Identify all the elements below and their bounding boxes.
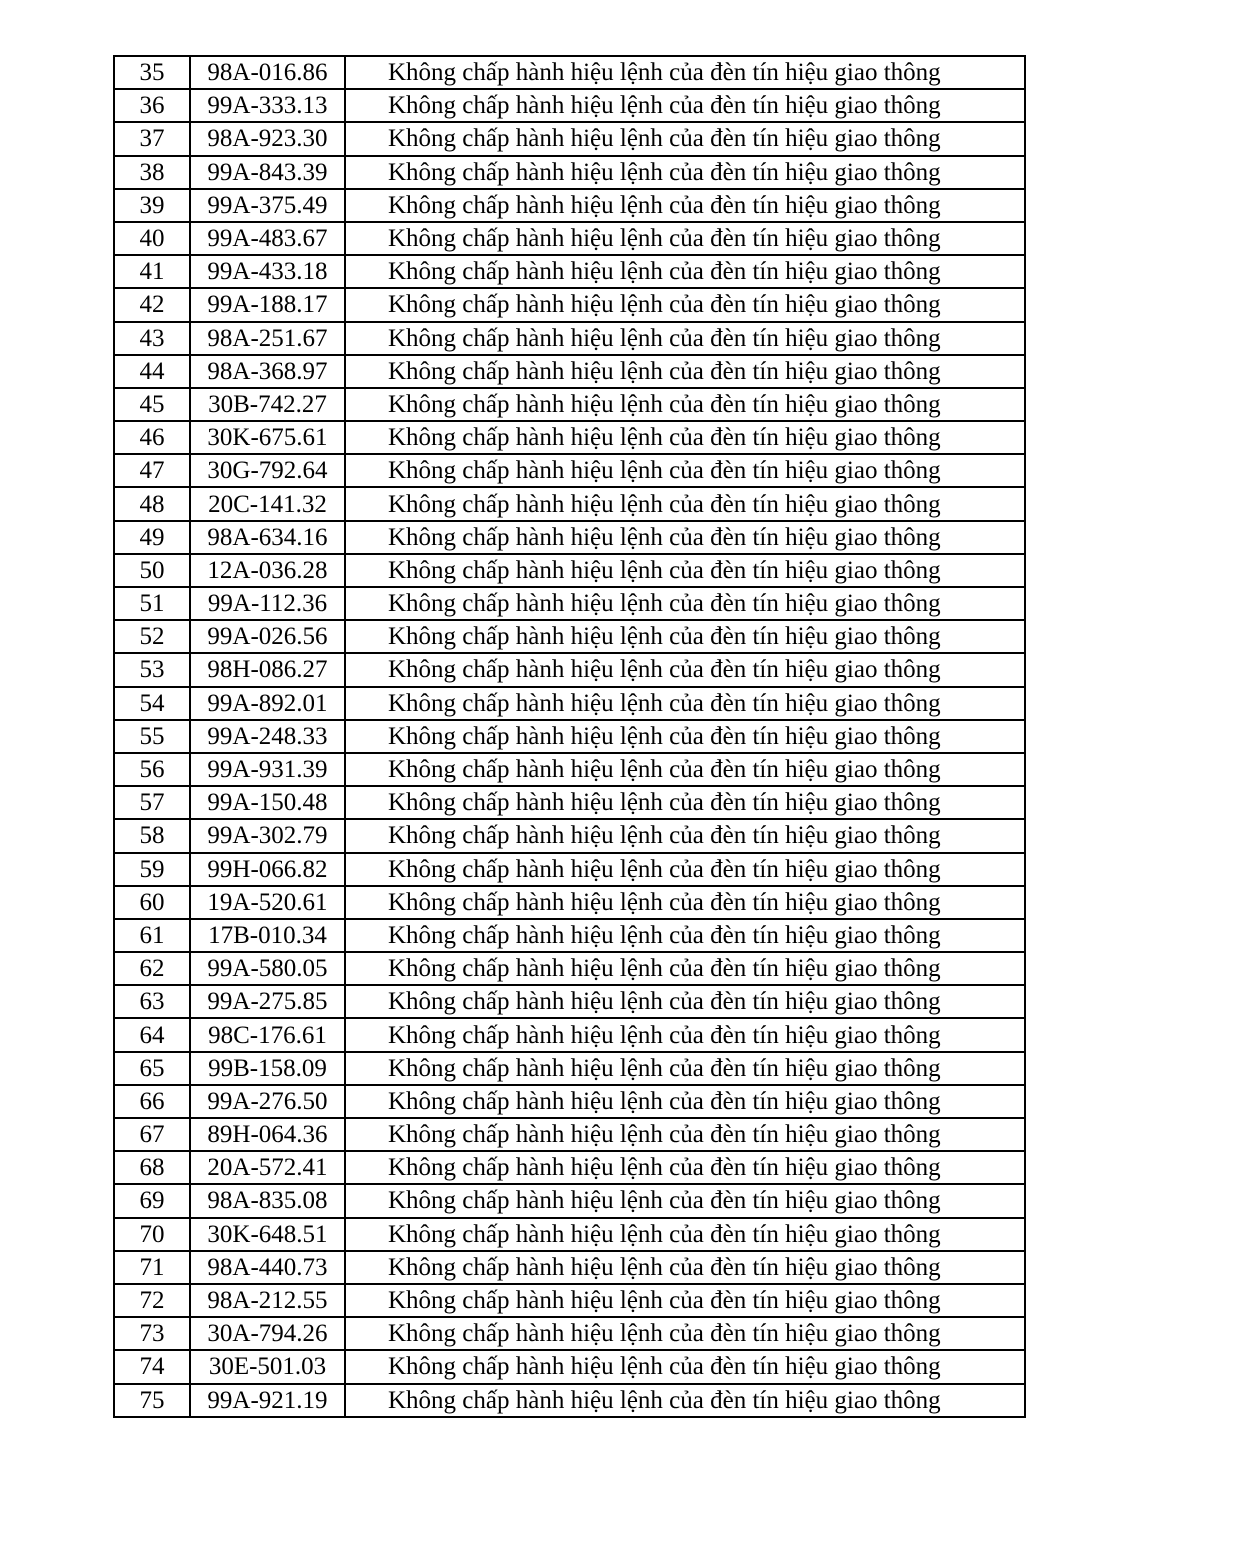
- violations-table: [113, 55, 1026, 1418]
- table-row: [114, 122, 1025, 155]
- table-row: [114, 1018, 1025, 1051]
- table-row: [114, 1151, 1025, 1184]
- violation-description-cell: Không chấp hành hiệu lệnh của đèn tín hiệu giao thông: [345, 919, 1025, 952]
- row-number-cell: 51: [114, 587, 190, 620]
- violation-description-cell: Không chấp hành hiệu lệnh của đèn tín hiệu giao thông: [345, 288, 1025, 321]
- license-plate-cell: 30G-792.64: [190, 454, 345, 487]
- license-plate-cell: 20C-141.32: [190, 487, 345, 520]
- license-plate-cell: 30A-794.26: [190, 1317, 345, 1350]
- table-row: [114, 355, 1025, 388]
- violation-description-cell: Không chấp hành hiệu lệnh của đèn tín hiệu giao thông: [345, 56, 1025, 89]
- row-number-cell: 55: [114, 720, 190, 753]
- table-row: [114, 156, 1025, 189]
- violation-description-cell: Không chấp hành hiệu lệnh của đèn tín hiệu giao thông: [345, 487, 1025, 520]
- violation-description-cell: Không chấp hành hiệu lệnh của đèn tín hiệu giao thông: [345, 1317, 1025, 1350]
- violation-description-cell: Không chấp hành hiệu lệnh của đèn tín hiệu giao thông: [345, 122, 1025, 155]
- row-number-cell: 62: [114, 952, 190, 985]
- row-number-cell: 43: [114, 322, 190, 355]
- license-plate-cell: 98A-016.86: [190, 56, 345, 89]
- row-number-cell: 52: [114, 620, 190, 653]
- violation-description-cell: Không chấp hành hiệu lệnh của đèn tín hiệu giao thông: [345, 886, 1025, 919]
- table-row: [114, 985, 1025, 1018]
- violation-description-cell: Không chấp hành hiệu lệnh của đèn tín hiệu giao thông: [345, 322, 1025, 355]
- license-plate-cell: 89H-064.36: [190, 1118, 345, 1151]
- row-number-cell: 48: [114, 487, 190, 520]
- license-plate-cell: 99A-026.56: [190, 620, 345, 653]
- violation-description-cell: Không chấp hành hiệu lệnh của đèn tín hiệu giao thông: [345, 687, 1025, 720]
- table-row: [114, 222, 1025, 255]
- license-plate-cell: 99A-275.85: [190, 985, 345, 1018]
- license-plate-cell: 98A-368.97: [190, 355, 345, 388]
- row-number-cell: 50: [114, 554, 190, 587]
- table-row: [114, 819, 1025, 852]
- license-plate-cell: 99A-188.17: [190, 288, 345, 321]
- row-number-cell: 41: [114, 255, 190, 288]
- violation-description-cell: Không chấp hành hiệu lệnh của đèn tín hiệu giao thông: [345, 255, 1025, 288]
- table-row: [114, 620, 1025, 653]
- table-row: [114, 421, 1025, 454]
- violation-description-cell: Không chấp hành hiệu lệnh của đèn tín hiệu giao thông: [345, 521, 1025, 554]
- license-plate-cell: 99A-580.05: [190, 952, 345, 985]
- license-plate-cell: 99A-112.36: [190, 587, 345, 620]
- table-row: [114, 1218, 1025, 1251]
- table-row: [114, 952, 1025, 985]
- table-body: [114, 56, 1025, 1417]
- table-row: [114, 886, 1025, 919]
- violation-description-cell: Không chấp hành hiệu lệnh của đèn tín hiệu giao thông: [345, 1218, 1025, 1251]
- row-number-cell: 42: [114, 288, 190, 321]
- violation-description-cell: Không chấp hành hiệu lệnh của đèn tín hiệu giao thông: [345, 753, 1025, 786]
- table-row: [114, 1350, 1025, 1383]
- row-number-cell: 44: [114, 355, 190, 388]
- table-row: [114, 1384, 1025, 1417]
- table-row: [114, 487, 1025, 520]
- license-plate-cell: 99A-921.19: [190, 1384, 345, 1417]
- table-row: [114, 587, 1025, 620]
- violation-description-cell: Không chấp hành hiệu lệnh của đèn tín hiệu giao thông: [345, 853, 1025, 886]
- row-number-cell: 68: [114, 1151, 190, 1184]
- license-plate-cell: 12A-036.28: [190, 554, 345, 587]
- violation-description-cell: Không chấp hành hiệu lệnh của đèn tín hiệu giao thông: [345, 620, 1025, 653]
- row-number-cell: 70: [114, 1218, 190, 1251]
- row-number-cell: 47: [114, 454, 190, 487]
- row-number-cell: 39: [114, 189, 190, 222]
- license-plate-cell: 30B-742.27: [190, 388, 345, 421]
- license-plate-cell: 99A-433.18: [190, 255, 345, 288]
- table-row: [114, 554, 1025, 587]
- violation-description-cell: Không chấp hành hiệu lệnh của đèn tín hiệu giao thông: [345, 1085, 1025, 1118]
- row-number-cell: 59: [114, 853, 190, 886]
- license-plate-cell: 30K-648.51: [190, 1218, 345, 1251]
- license-plate-cell: 98A-251.67: [190, 322, 345, 355]
- row-number-cell: 73: [114, 1317, 190, 1350]
- license-plate-cell: 99B-158.09: [190, 1052, 345, 1085]
- license-plate-cell: 98A-634.16: [190, 521, 345, 554]
- row-number-cell: 74: [114, 1350, 190, 1383]
- row-number-cell: 63: [114, 985, 190, 1018]
- license-plate-cell: 99A-248.33: [190, 720, 345, 753]
- license-plate-cell: 30E-501.03: [190, 1350, 345, 1383]
- violation-description-cell: Không chấp hành hiệu lệnh của đèn tín hiệu giao thông: [345, 222, 1025, 255]
- row-number-cell: 72: [114, 1284, 190, 1317]
- table-row: [114, 1085, 1025, 1118]
- row-number-cell: 37: [114, 122, 190, 155]
- row-number-cell: 56: [114, 753, 190, 786]
- row-number-cell: 54: [114, 687, 190, 720]
- license-plate-cell: 20A-572.41: [190, 1151, 345, 1184]
- row-number-cell: 64: [114, 1018, 190, 1051]
- table-row: [114, 89, 1025, 122]
- row-number-cell: 57: [114, 786, 190, 819]
- license-plate-cell: 99A-375.49: [190, 189, 345, 222]
- violation-description-cell: Không chấp hành hiệu lệnh của đèn tín hiệu giao thông: [345, 653, 1025, 686]
- license-plate-cell: 99A-150.48: [190, 786, 345, 819]
- table-row: [114, 1284, 1025, 1317]
- table-row: [114, 919, 1025, 952]
- license-plate-cell: 98A-923.30: [190, 122, 345, 155]
- table-row: [114, 1118, 1025, 1151]
- row-number-cell: 40: [114, 222, 190, 255]
- violation-description-cell: Không chấp hành hiệu lệnh của đèn tín hiệu giao thông: [345, 1284, 1025, 1317]
- license-plate-cell: 98A-440.73: [190, 1251, 345, 1284]
- table-row: [114, 753, 1025, 786]
- table-row: [114, 1052, 1025, 1085]
- license-plate-cell: 98H-086.27: [190, 653, 345, 686]
- violation-description-cell: Không chấp hành hiệu lệnh của đèn tín hiệu giao thông: [345, 1118, 1025, 1151]
- violation-description-cell: Không chấp hành hiệu lệnh của đèn tín hiệu giao thông: [345, 1350, 1025, 1383]
- table-row: [114, 720, 1025, 753]
- table-row: [114, 653, 1025, 686]
- table-row: [114, 1317, 1025, 1350]
- license-plate-cell: 99A-333.13: [190, 89, 345, 122]
- table-row: [114, 388, 1025, 421]
- table-row: [114, 288, 1025, 321]
- license-plate-cell: 98A-835.08: [190, 1184, 345, 1217]
- table-row: [114, 189, 1025, 222]
- row-number-cell: 58: [114, 819, 190, 852]
- violation-description-cell: Không chấp hành hiệu lệnh của đèn tín hiệu giao thông: [345, 985, 1025, 1018]
- table-row: [114, 255, 1025, 288]
- violation-description-cell: Không chấp hành hiệu lệnh của đèn tín hiệu giao thông: [345, 1052, 1025, 1085]
- license-plate-cell: 99A-276.50: [190, 1085, 345, 1118]
- row-number-cell: 67: [114, 1118, 190, 1151]
- violation-description-cell: Không chấp hành hiệu lệnh của đèn tín hiệu giao thông: [345, 1384, 1025, 1417]
- license-plate-cell: 99A-483.67: [190, 222, 345, 255]
- row-number-cell: 60: [114, 886, 190, 919]
- row-number-cell: 53: [114, 653, 190, 686]
- violation-description-cell: Không chấp hành hiệu lệnh của đèn tín hiệu giao thông: [345, 89, 1025, 122]
- violation-description-cell: Không chấp hành hiệu lệnh của đèn tín hiệu giao thông: [345, 554, 1025, 587]
- license-plate-cell: 98C-176.61: [190, 1018, 345, 1051]
- row-number-cell: 65: [114, 1052, 190, 1085]
- violation-description-cell: Không chấp hành hiệu lệnh của đèn tín hiệu giao thông: [345, 454, 1025, 487]
- violation-description-cell: Không chấp hành hiệu lệnh của đèn tín hiệu giao thông: [345, 1184, 1025, 1217]
- row-number-cell: 61: [114, 919, 190, 952]
- violation-description-cell: Không chấp hành hiệu lệnh của đèn tín hiệu giao thông: [345, 819, 1025, 852]
- violation-description-cell: Không chấp hành hiệu lệnh của đèn tín hiệu giao thông: [345, 1151, 1025, 1184]
- violation-description-cell: Không chấp hành hiệu lệnh của đèn tín hiệu giao thông: [345, 786, 1025, 819]
- license-plate-cell: 19A-520.61: [190, 886, 345, 919]
- license-plate-cell: 30K-675.61: [190, 421, 345, 454]
- table-row: [114, 521, 1025, 554]
- row-number-cell: 75: [114, 1384, 190, 1417]
- row-number-cell: 35: [114, 56, 190, 89]
- violation-description-cell: Không chấp hành hiệu lệnh của đèn tín hiệu giao thông: [345, 355, 1025, 388]
- violation-description-cell: Không chấp hành hiệu lệnh của đèn tín hiệu giao thông: [345, 1251, 1025, 1284]
- row-number-cell: 38: [114, 156, 190, 189]
- row-number-cell: 36: [114, 89, 190, 122]
- license-plate-cell: 99A-931.39: [190, 753, 345, 786]
- license-plate-cell: 99A-843.39: [190, 156, 345, 189]
- violation-description-cell: Không chấp hành hiệu lệnh của đèn tín hiệu giao thông: [345, 189, 1025, 222]
- violation-description-cell: Không chấp hành hiệu lệnh của đèn tín hiệu giao thông: [345, 720, 1025, 753]
- violation-description-cell: Không chấp hành hiệu lệnh của đèn tín hiệu giao thông: [345, 156, 1025, 189]
- table-row: [114, 56, 1025, 89]
- row-number-cell: 49: [114, 521, 190, 554]
- row-number-cell: 71: [114, 1251, 190, 1284]
- row-number-cell: 69: [114, 1184, 190, 1217]
- table-row: [114, 454, 1025, 487]
- violation-description-cell: Không chấp hành hiệu lệnh của đèn tín hiệu giao thông: [345, 952, 1025, 985]
- table-row: [114, 1184, 1025, 1217]
- table-row: [114, 853, 1025, 886]
- table-row: [114, 687, 1025, 720]
- license-plate-cell: 99H-066.82: [190, 853, 345, 886]
- violation-description-cell: Không chấp hành hiệu lệnh của đèn tín hiệu giao thông: [345, 388, 1025, 421]
- violation-description-cell: Không chấp hành hiệu lệnh của đèn tín hiệu giao thông: [345, 587, 1025, 620]
- row-number-cell: 46: [114, 421, 190, 454]
- violation-description-cell: Không chấp hành hiệu lệnh của đèn tín hiệu giao thông: [345, 421, 1025, 454]
- license-plate-cell: 99A-302.79: [190, 819, 345, 852]
- license-plate-cell: 98A-212.55: [190, 1284, 345, 1317]
- license-plate-cell: 99A-892.01: [190, 687, 345, 720]
- row-number-cell: 45: [114, 388, 190, 421]
- table-row: [114, 786, 1025, 819]
- table-row: [114, 322, 1025, 355]
- row-number-cell: 66: [114, 1085, 190, 1118]
- license-plate-cell: 17B-010.34: [190, 919, 345, 952]
- violation-description-cell: Không chấp hành hiệu lệnh của đèn tín hiệu giao thông: [345, 1018, 1025, 1051]
- table-row: [114, 1251, 1025, 1284]
